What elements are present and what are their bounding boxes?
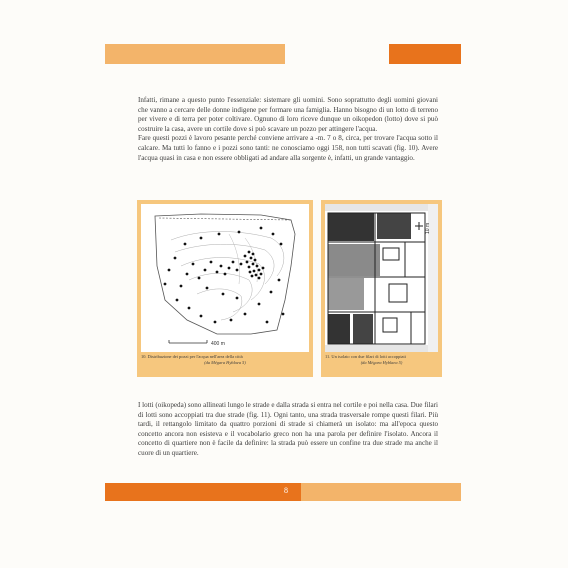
figure-11 (321, 200, 442, 377)
plan-scale-label: 10 m (425, 222, 431, 234)
paragraph: Fare questi pozzi è lavoro pesante perché conviene arrivare a -m. 7 o 8, circa, per trovare l'acqua sotto il calcare. Ma tutti lo fanno e i pozzi sono tanti: ne conosciamo oggi 158, non tutti scavati (fig. 10). Avere l'acqua quasi in casa e non essere obbligati ad andare alla sorgente è, infatti, un grande vantaggio. (138, 134, 438, 162)
block-plan (325, 204, 438, 352)
paragraph: Infatti, rimane a questo punto l'essenziale: sistemare gli uomini. Sono soprattutto degli uomini giovani che vanno a cercare delle donne indigene per formare una famiglia. Hanno bisogno di un lotto di terreno per vivere e di terra per poter coltivare. Ognuno di loro riceve dunque un oikopedon (lotto) dove si può costruire la casa, avere un cortile dove si può scavare un pozzo per attingere l'acqua. (138, 96, 438, 133)
intro-text (138, 96, 438, 163)
lots-text (138, 401, 438, 459)
top-bar-light-segment (105, 44, 285, 64)
paragraph: I lotti (oikopeda) sono allineati lungo le strade e dalla strada si entra nel cortile e poi nella casa. Due filari di lotti sono accoppiati tra due strade (fig. 11). Ogni tanto, una strada trasversale rompe questi filari. Più tardi, il rettangolo limitato da quattro porzioni di strade si chiamerà un isolato: ma all'epoca questo concetto ancora non esisteva e il vocabolario greco non ha una parola per definire l'isolato. Ancora il concetto di quartiere non è facile da definire: la strada può essere un confine tra due strade ma anche il cuore di un quartiere. (138, 401, 438, 457)
figure-10 (137, 200, 313, 377)
bottom-bar-light-segment (301, 483, 461, 501)
top-bar-gap (285, 44, 389, 64)
top-decorative-bar (105, 44, 461, 64)
well-dots (164, 227, 285, 324)
block-plan-drawing (325, 204, 438, 352)
figure-11-source: (da Mégara Hyblaea 5) (360, 359, 403, 365)
map-scale-label: 400 m (211, 341, 225, 347)
figure-10-caption (141, 354, 309, 365)
figure-11-caption (325, 354, 438, 365)
page-number: 8 (284, 486, 288, 495)
figure-10-source: (da Mégara Hyblaea 5) (204, 359, 246, 365)
figure-11-caption-text: 11. Un isolato con due filari di lotti accoppiati (325, 354, 406, 359)
figure-10-caption-text: 10. Distribuzione dei pozzi per l'acqua nell'area della città (141, 354, 243, 359)
wells-map (141, 204, 309, 352)
wells-map-drawing (141, 204, 309, 352)
